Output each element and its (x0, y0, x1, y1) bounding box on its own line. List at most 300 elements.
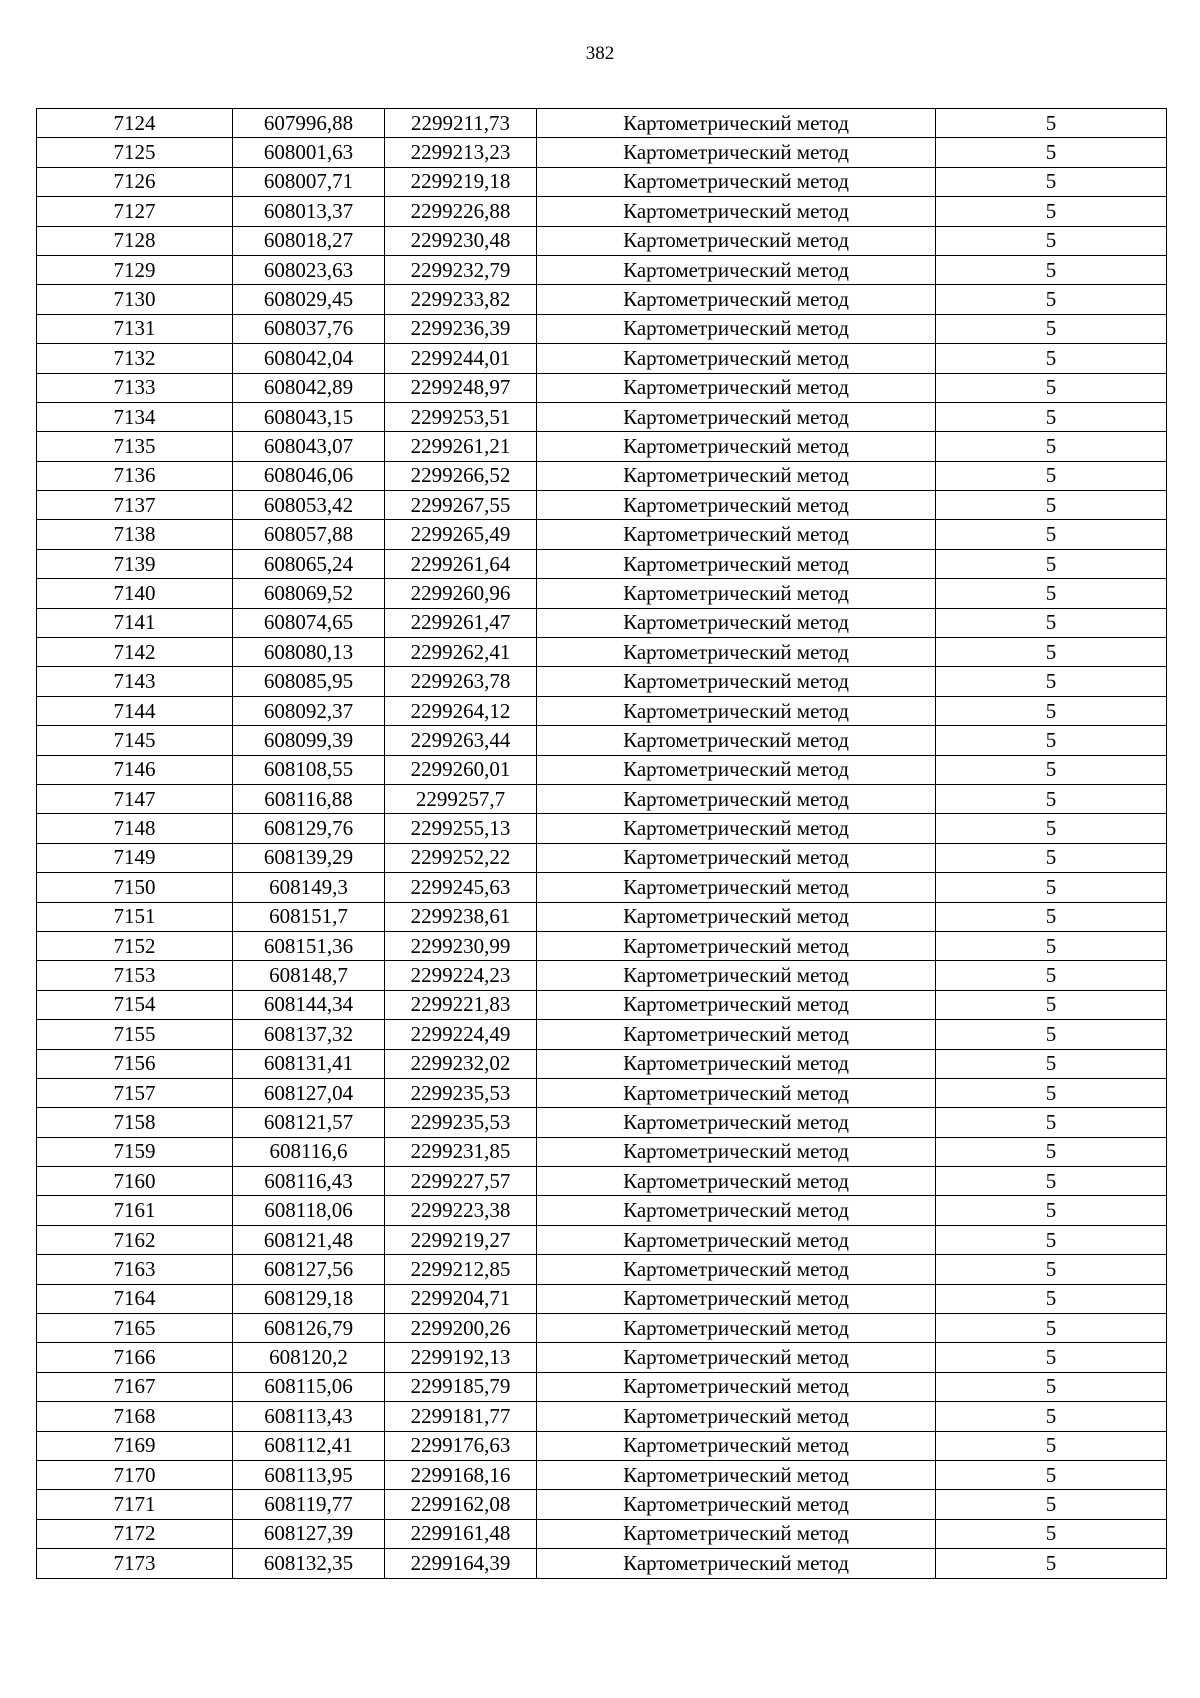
x-coordinate-cell: 608149,3 (233, 873, 385, 902)
point-number-cell: 7124 (37, 109, 233, 138)
y-coordinate-cell: 2299162,08 (385, 1490, 537, 1519)
method-cell: Картометрический метод (537, 1078, 936, 1107)
point-number-cell: 7139 (37, 549, 233, 578)
table-row (37, 608, 1167, 637)
x-coordinate-cell: 608113,95 (233, 1460, 385, 1489)
table-row (37, 1519, 1167, 1548)
x-coordinate-cell: 608042,04 (233, 344, 385, 373)
accuracy-cell: 5 (936, 1549, 1167, 1578)
x-coordinate-cell: 608139,29 (233, 843, 385, 872)
y-coordinate-cell: 2299245,63 (385, 873, 537, 902)
table-row (37, 1078, 1167, 1107)
table-row (37, 579, 1167, 608)
table-row (37, 902, 1167, 931)
point-number-cell: 7152 (37, 931, 233, 960)
table-row (37, 491, 1167, 520)
y-coordinate-cell: 2299238,61 (385, 902, 537, 931)
accuracy-cell: 5 (936, 873, 1167, 902)
x-coordinate-cell: 608043,15 (233, 402, 385, 431)
x-coordinate-cell: 608116,43 (233, 1167, 385, 1196)
point-number-cell: 7154 (37, 990, 233, 1019)
table-row (37, 167, 1167, 196)
accuracy-cell: 5 (936, 667, 1167, 696)
method-cell: Картометрический метод (537, 1196, 936, 1225)
point-number-cell: 7145 (37, 726, 233, 755)
y-coordinate-cell: 2299176,63 (385, 1431, 537, 1460)
point-number-cell: 7132 (37, 344, 233, 373)
y-coordinate-cell: 2299221,83 (385, 990, 537, 1019)
y-coordinate-cell: 2299248,97 (385, 373, 537, 402)
x-coordinate-cell: 608115,06 (233, 1372, 385, 1401)
point-number-cell: 7164 (37, 1284, 233, 1313)
x-coordinate-cell: 608074,65 (233, 608, 385, 637)
accuracy-cell: 5 (936, 931, 1167, 960)
point-number-cell: 7125 (37, 138, 233, 167)
point-number-cell: 7171 (37, 1490, 233, 1519)
x-coordinate-cell: 608046,06 (233, 461, 385, 490)
accuracy-cell: 5 (936, 1049, 1167, 1078)
method-cell: Картометрический метод (537, 1108, 936, 1137)
x-coordinate-cell: 607996,88 (233, 109, 385, 138)
method-cell: Картометрический метод (537, 255, 936, 284)
method-cell: Картометрический метод (537, 432, 936, 461)
accuracy-cell: 5 (936, 696, 1167, 725)
y-coordinate-cell: 2299253,51 (385, 402, 537, 431)
point-number-cell: 7157 (37, 1078, 233, 1107)
y-coordinate-cell: 2299211,73 (385, 109, 537, 138)
method-cell: Картометрический метод (537, 843, 936, 872)
point-number-cell: 7148 (37, 814, 233, 843)
point-number-cell: 7134 (37, 402, 233, 431)
point-number-cell: 7137 (37, 491, 233, 520)
accuracy-cell: 5 (936, 579, 1167, 608)
method-cell: Картометрический метод (537, 549, 936, 578)
accuracy-cell: 5 (936, 549, 1167, 578)
accuracy-cell: 5 (936, 1137, 1167, 1166)
point-number-cell: 7159 (37, 1137, 233, 1166)
x-coordinate-cell: 608108,55 (233, 755, 385, 784)
y-coordinate-cell: 2299233,82 (385, 285, 537, 314)
table-row (37, 520, 1167, 549)
x-coordinate-cell: 608121,57 (233, 1108, 385, 1137)
accuracy-cell: 5 (936, 902, 1167, 931)
x-coordinate-cell: 608137,32 (233, 1020, 385, 1049)
accuracy-cell: 5 (936, 1284, 1167, 1313)
method-cell: Картометрический метод (537, 520, 936, 549)
y-coordinate-cell: 2299223,38 (385, 1196, 537, 1225)
table-row (37, 990, 1167, 1019)
table-row (37, 1372, 1167, 1401)
point-number-cell: 7141 (37, 608, 233, 637)
x-coordinate-cell: 608113,43 (233, 1402, 385, 1431)
method-cell: Картометрический метод (537, 373, 936, 402)
y-coordinate-cell: 2299257,7 (385, 784, 537, 813)
point-number-cell: 7142 (37, 638, 233, 667)
table-row (37, 931, 1167, 960)
y-coordinate-cell: 2299212,85 (385, 1255, 537, 1284)
table-row (37, 255, 1167, 284)
accuracy-cell: 5 (936, 1490, 1167, 1519)
table-row (37, 1314, 1167, 1343)
point-number-cell: 7135 (37, 432, 233, 461)
point-number-cell: 7160 (37, 1167, 233, 1196)
table-row (37, 314, 1167, 343)
method-cell: Картометрический метод (537, 1372, 936, 1401)
x-coordinate-cell: 608013,37 (233, 197, 385, 226)
x-coordinate-cell: 608092,37 (233, 696, 385, 725)
method-cell: Картометрический метод (537, 1049, 936, 1078)
y-coordinate-cell: 2299161,48 (385, 1519, 537, 1548)
method-cell: Картометрический метод (537, 784, 936, 813)
point-number-cell: 7166 (37, 1343, 233, 1372)
table-row (37, 843, 1167, 872)
method-cell: Картометрический метод (537, 873, 936, 902)
accuracy-cell: 5 (936, 138, 1167, 167)
method-cell: Картометрический метод (537, 1314, 936, 1343)
y-coordinate-cell: 2299227,57 (385, 1167, 537, 1196)
table-row (37, 197, 1167, 226)
x-coordinate-cell: 608065,24 (233, 549, 385, 578)
x-coordinate-cell: 608129,18 (233, 1284, 385, 1313)
accuracy-cell: 5 (936, 1372, 1167, 1401)
table-row (37, 109, 1167, 138)
table-row (37, 696, 1167, 725)
x-coordinate-cell: 608112,41 (233, 1431, 385, 1460)
table-row (37, 726, 1167, 755)
accuracy-cell: 5 (936, 1078, 1167, 1107)
y-coordinate-cell: 2299231,85 (385, 1137, 537, 1166)
point-number-cell: 7129 (37, 255, 233, 284)
point-number-cell: 7167 (37, 1372, 233, 1401)
accuracy-cell: 5 (936, 608, 1167, 637)
point-number-cell: 7163 (37, 1255, 233, 1284)
method-cell: Картометрический метод (537, 1343, 936, 1372)
x-coordinate-cell: 608116,88 (233, 784, 385, 813)
method-cell: Картометрический метод (537, 344, 936, 373)
y-coordinate-cell: 2299224,23 (385, 961, 537, 990)
point-number-cell: 7140 (37, 579, 233, 608)
method-cell: Картометрический метод (537, 1490, 936, 1519)
table-row (37, 755, 1167, 784)
point-number-cell: 7138 (37, 520, 233, 549)
point-number-cell: 7143 (37, 667, 233, 696)
y-coordinate-cell: 2299235,53 (385, 1078, 537, 1107)
y-coordinate-cell: 2299260,96 (385, 579, 537, 608)
method-cell: Картометрический метод (537, 1402, 936, 1431)
table-row (37, 873, 1167, 902)
table-row (37, 1460, 1167, 1489)
accuracy-cell: 5 (936, 1167, 1167, 1196)
table-row (37, 1284, 1167, 1313)
x-coordinate-cell: 608148,7 (233, 961, 385, 990)
y-coordinate-cell: 2299261,47 (385, 608, 537, 637)
y-coordinate-cell: 2299261,21 (385, 432, 537, 461)
y-coordinate-cell: 2299235,53 (385, 1108, 537, 1137)
table-row (37, 1137, 1167, 1166)
table-row (37, 1402, 1167, 1431)
accuracy-cell: 5 (936, 520, 1167, 549)
y-coordinate-cell: 2299168,16 (385, 1460, 537, 1489)
x-coordinate-cell: 608001,63 (233, 138, 385, 167)
y-coordinate-cell: 2299200,26 (385, 1314, 537, 1343)
x-coordinate-cell: 608037,76 (233, 314, 385, 343)
method-cell: Картометрический метод (537, 1137, 936, 1166)
accuracy-cell: 5 (936, 990, 1167, 1019)
y-coordinate-cell: 2299264,12 (385, 696, 537, 725)
page-number: 382 (585, 43, 615, 64)
method-cell: Картометрический метод (537, 1431, 936, 1460)
table-row (37, 402, 1167, 431)
method-cell: Картометрический метод (537, 1225, 936, 1254)
table-row (37, 1255, 1167, 1284)
table-row (37, 432, 1167, 461)
point-number-cell: 7155 (37, 1020, 233, 1049)
point-number-cell: 7131 (37, 314, 233, 343)
point-number-cell: 7136 (37, 461, 233, 490)
accuracy-cell: 5 (936, 1519, 1167, 1548)
x-coordinate-cell: 608053,42 (233, 491, 385, 520)
method-cell: Картометрический метод (537, 961, 936, 990)
y-coordinate-cell: 2299213,23 (385, 138, 537, 167)
table-row (37, 1490, 1167, 1519)
accuracy-cell: 5 (936, 1314, 1167, 1343)
y-coordinate-cell: 2299244,01 (385, 344, 537, 373)
x-coordinate-cell: 608069,52 (233, 579, 385, 608)
method-cell: Картометрический метод (537, 990, 936, 1019)
accuracy-cell: 5 (936, 1255, 1167, 1284)
table-row (37, 344, 1167, 373)
method-cell: Картометрический метод (537, 1549, 936, 1578)
y-coordinate-cell: 2299266,52 (385, 461, 537, 490)
point-number-cell: 7172 (37, 1519, 233, 1548)
method-cell: Картометрический метод (537, 814, 936, 843)
x-coordinate-cell: 608127,39 (233, 1519, 385, 1548)
x-coordinate-cell: 608057,88 (233, 520, 385, 549)
method-cell: Картометрический метод (537, 579, 936, 608)
method-cell: Картометрический метод (537, 109, 936, 138)
x-coordinate-cell: 608120,2 (233, 1343, 385, 1372)
point-number-cell: 7173 (37, 1549, 233, 1578)
y-coordinate-cell: 2299236,39 (385, 314, 537, 343)
point-number-cell: 7158 (37, 1108, 233, 1137)
point-number-cell: 7130 (37, 285, 233, 314)
table-row (37, 667, 1167, 696)
table-row (37, 1431, 1167, 1460)
accuracy-cell: 5 (936, 491, 1167, 520)
y-coordinate-cell: 2299224,49 (385, 1020, 537, 1049)
point-number-cell: 7165 (37, 1314, 233, 1343)
x-coordinate-cell: 608018,27 (233, 226, 385, 255)
point-number-cell: 7162 (37, 1225, 233, 1254)
accuracy-cell: 5 (936, 167, 1167, 196)
table-row (37, 1108, 1167, 1137)
accuracy-cell: 5 (936, 255, 1167, 284)
point-number-cell: 7144 (37, 696, 233, 725)
method-cell: Картометрический метод (537, 1020, 936, 1049)
accuracy-cell: 5 (936, 344, 1167, 373)
point-number-cell: 7149 (37, 843, 233, 872)
y-coordinate-cell: 2299164,39 (385, 1549, 537, 1578)
x-coordinate-cell: 608043,07 (233, 432, 385, 461)
method-cell: Картометрический метод (537, 226, 936, 255)
method-cell: Картометрический метод (537, 1460, 936, 1489)
method-cell: Картометрический метод (537, 1255, 936, 1284)
table-row (37, 373, 1167, 402)
y-coordinate-cell: 2299185,79 (385, 1372, 537, 1401)
method-cell: Картометрический метод (537, 1519, 936, 1548)
accuracy-cell: 5 (936, 1431, 1167, 1460)
coordinates-table (36, 108, 1167, 1579)
x-coordinate-cell: 608131,41 (233, 1049, 385, 1078)
x-coordinate-cell: 608151,7 (233, 902, 385, 931)
y-coordinate-cell: 2299230,99 (385, 931, 537, 960)
method-cell: Картометрический метод (537, 197, 936, 226)
accuracy-cell: 5 (936, 843, 1167, 872)
point-number-cell: 7150 (37, 873, 233, 902)
y-coordinate-cell: 2299260,01 (385, 755, 537, 784)
method-cell: Картометрический метод (537, 638, 936, 667)
accuracy-cell: 5 (936, 197, 1167, 226)
y-coordinate-cell: 2299232,02 (385, 1049, 537, 1078)
method-cell: Картометрический метод (537, 755, 936, 784)
table-row (37, 1049, 1167, 1078)
accuracy-cell: 5 (936, 1343, 1167, 1372)
point-number-cell: 7127 (37, 197, 233, 226)
y-coordinate-cell: 2299263,78 (385, 667, 537, 696)
accuracy-cell: 5 (936, 373, 1167, 402)
y-coordinate-cell: 2299230,48 (385, 226, 537, 255)
x-coordinate-cell: 608080,13 (233, 638, 385, 667)
table-row (37, 461, 1167, 490)
point-number-cell: 7168 (37, 1402, 233, 1431)
table-row (37, 1225, 1167, 1254)
table-row (37, 226, 1167, 255)
x-coordinate-cell: 608029,45 (233, 285, 385, 314)
table-row (37, 1549, 1167, 1578)
point-number-cell: 7151 (37, 902, 233, 931)
accuracy-cell: 5 (936, 314, 1167, 343)
method-cell: Картометрический метод (537, 491, 936, 520)
x-coordinate-cell: 608126,79 (233, 1314, 385, 1343)
point-number-cell: 7169 (37, 1431, 233, 1460)
method-cell: Картометрический метод (537, 314, 936, 343)
method-cell: Картометрический метод (537, 608, 936, 637)
point-number-cell: 7146 (37, 755, 233, 784)
point-number-cell: 7128 (37, 226, 233, 255)
method-cell: Картометрический метод (537, 167, 936, 196)
x-coordinate-cell: 608118,06 (233, 1196, 385, 1225)
x-coordinate-cell: 608151,36 (233, 931, 385, 960)
y-coordinate-cell: 2299181,77 (385, 1402, 537, 1431)
method-cell: Картометрический метод (537, 402, 936, 431)
accuracy-cell: 5 (936, 109, 1167, 138)
point-number-cell: 7170 (37, 1460, 233, 1489)
y-coordinate-cell: 2299204,71 (385, 1284, 537, 1313)
method-cell: Картометрический метод (537, 726, 936, 755)
accuracy-cell: 5 (936, 1196, 1167, 1225)
y-coordinate-cell: 2299226,88 (385, 197, 537, 226)
accuracy-cell: 5 (936, 814, 1167, 843)
table-row (37, 549, 1167, 578)
method-cell: Картометрический метод (537, 285, 936, 314)
table-row (37, 1343, 1167, 1372)
x-coordinate-cell: 608085,95 (233, 667, 385, 696)
accuracy-cell: 5 (936, 638, 1167, 667)
method-cell: Картометрический метод (537, 1284, 936, 1313)
point-number-cell: 7161 (37, 1196, 233, 1225)
y-coordinate-cell: 2299219,27 (385, 1225, 537, 1254)
x-coordinate-cell: 608127,04 (233, 1078, 385, 1107)
point-number-cell: 7153 (37, 961, 233, 990)
accuracy-cell: 5 (936, 402, 1167, 431)
y-coordinate-cell: 2299263,44 (385, 726, 537, 755)
table-body (37, 109, 1167, 1579)
point-number-cell: 7156 (37, 1049, 233, 1078)
point-number-cell: 7126 (37, 167, 233, 196)
accuracy-cell: 5 (936, 1460, 1167, 1489)
x-coordinate-cell: 608023,63 (233, 255, 385, 284)
method-cell: Картометрический метод (537, 931, 936, 960)
y-coordinate-cell: 2299252,22 (385, 843, 537, 872)
x-coordinate-cell: 608132,35 (233, 1549, 385, 1578)
y-coordinate-cell: 2299232,79 (385, 255, 537, 284)
accuracy-cell: 5 (936, 1020, 1167, 1049)
y-coordinate-cell: 2299261,64 (385, 549, 537, 578)
table-row (37, 814, 1167, 843)
table-row (37, 1020, 1167, 1049)
accuracy-cell: 5 (936, 784, 1167, 813)
accuracy-cell: 5 (936, 432, 1167, 461)
point-number-cell: 7147 (37, 784, 233, 813)
table-row (37, 1167, 1167, 1196)
accuracy-cell: 5 (936, 755, 1167, 784)
x-coordinate-cell: 608127,56 (233, 1255, 385, 1284)
table-row (37, 1196, 1167, 1225)
accuracy-cell: 5 (936, 285, 1167, 314)
accuracy-cell: 5 (936, 726, 1167, 755)
y-coordinate-cell: 2299265,49 (385, 520, 537, 549)
x-coordinate-cell: 608121,48 (233, 1225, 385, 1254)
method-cell: Картометрический метод (537, 696, 936, 725)
table-row (37, 638, 1167, 667)
accuracy-cell: 5 (936, 226, 1167, 255)
x-coordinate-cell: 608119,77 (233, 1490, 385, 1519)
accuracy-cell: 5 (936, 461, 1167, 490)
x-coordinate-cell: 608042,89 (233, 373, 385, 402)
table-row (37, 285, 1167, 314)
x-coordinate-cell: 608129,76 (233, 814, 385, 843)
y-coordinate-cell: 2299192,13 (385, 1343, 537, 1372)
accuracy-cell: 5 (936, 1402, 1167, 1431)
point-number-cell: 7133 (37, 373, 233, 402)
method-cell: Картометрический метод (537, 1167, 936, 1196)
x-coordinate-cell: 608116,6 (233, 1137, 385, 1166)
y-coordinate-cell: 2299255,13 (385, 814, 537, 843)
accuracy-cell: 5 (936, 1108, 1167, 1137)
method-cell: Картометрический метод (537, 667, 936, 696)
x-coordinate-cell: 608007,71 (233, 167, 385, 196)
y-coordinate-cell: 2299267,55 (385, 491, 537, 520)
y-coordinate-cell: 2299262,41 (385, 638, 537, 667)
accuracy-cell: 5 (936, 961, 1167, 990)
accuracy-cell: 5 (936, 1225, 1167, 1254)
table-row (37, 961, 1167, 990)
method-cell: Картометрический метод (537, 902, 936, 931)
table-row (37, 138, 1167, 167)
method-cell: Картометрический метод (537, 461, 936, 490)
method-cell: Картометрический метод (537, 138, 936, 167)
x-coordinate-cell: 608099,39 (233, 726, 385, 755)
